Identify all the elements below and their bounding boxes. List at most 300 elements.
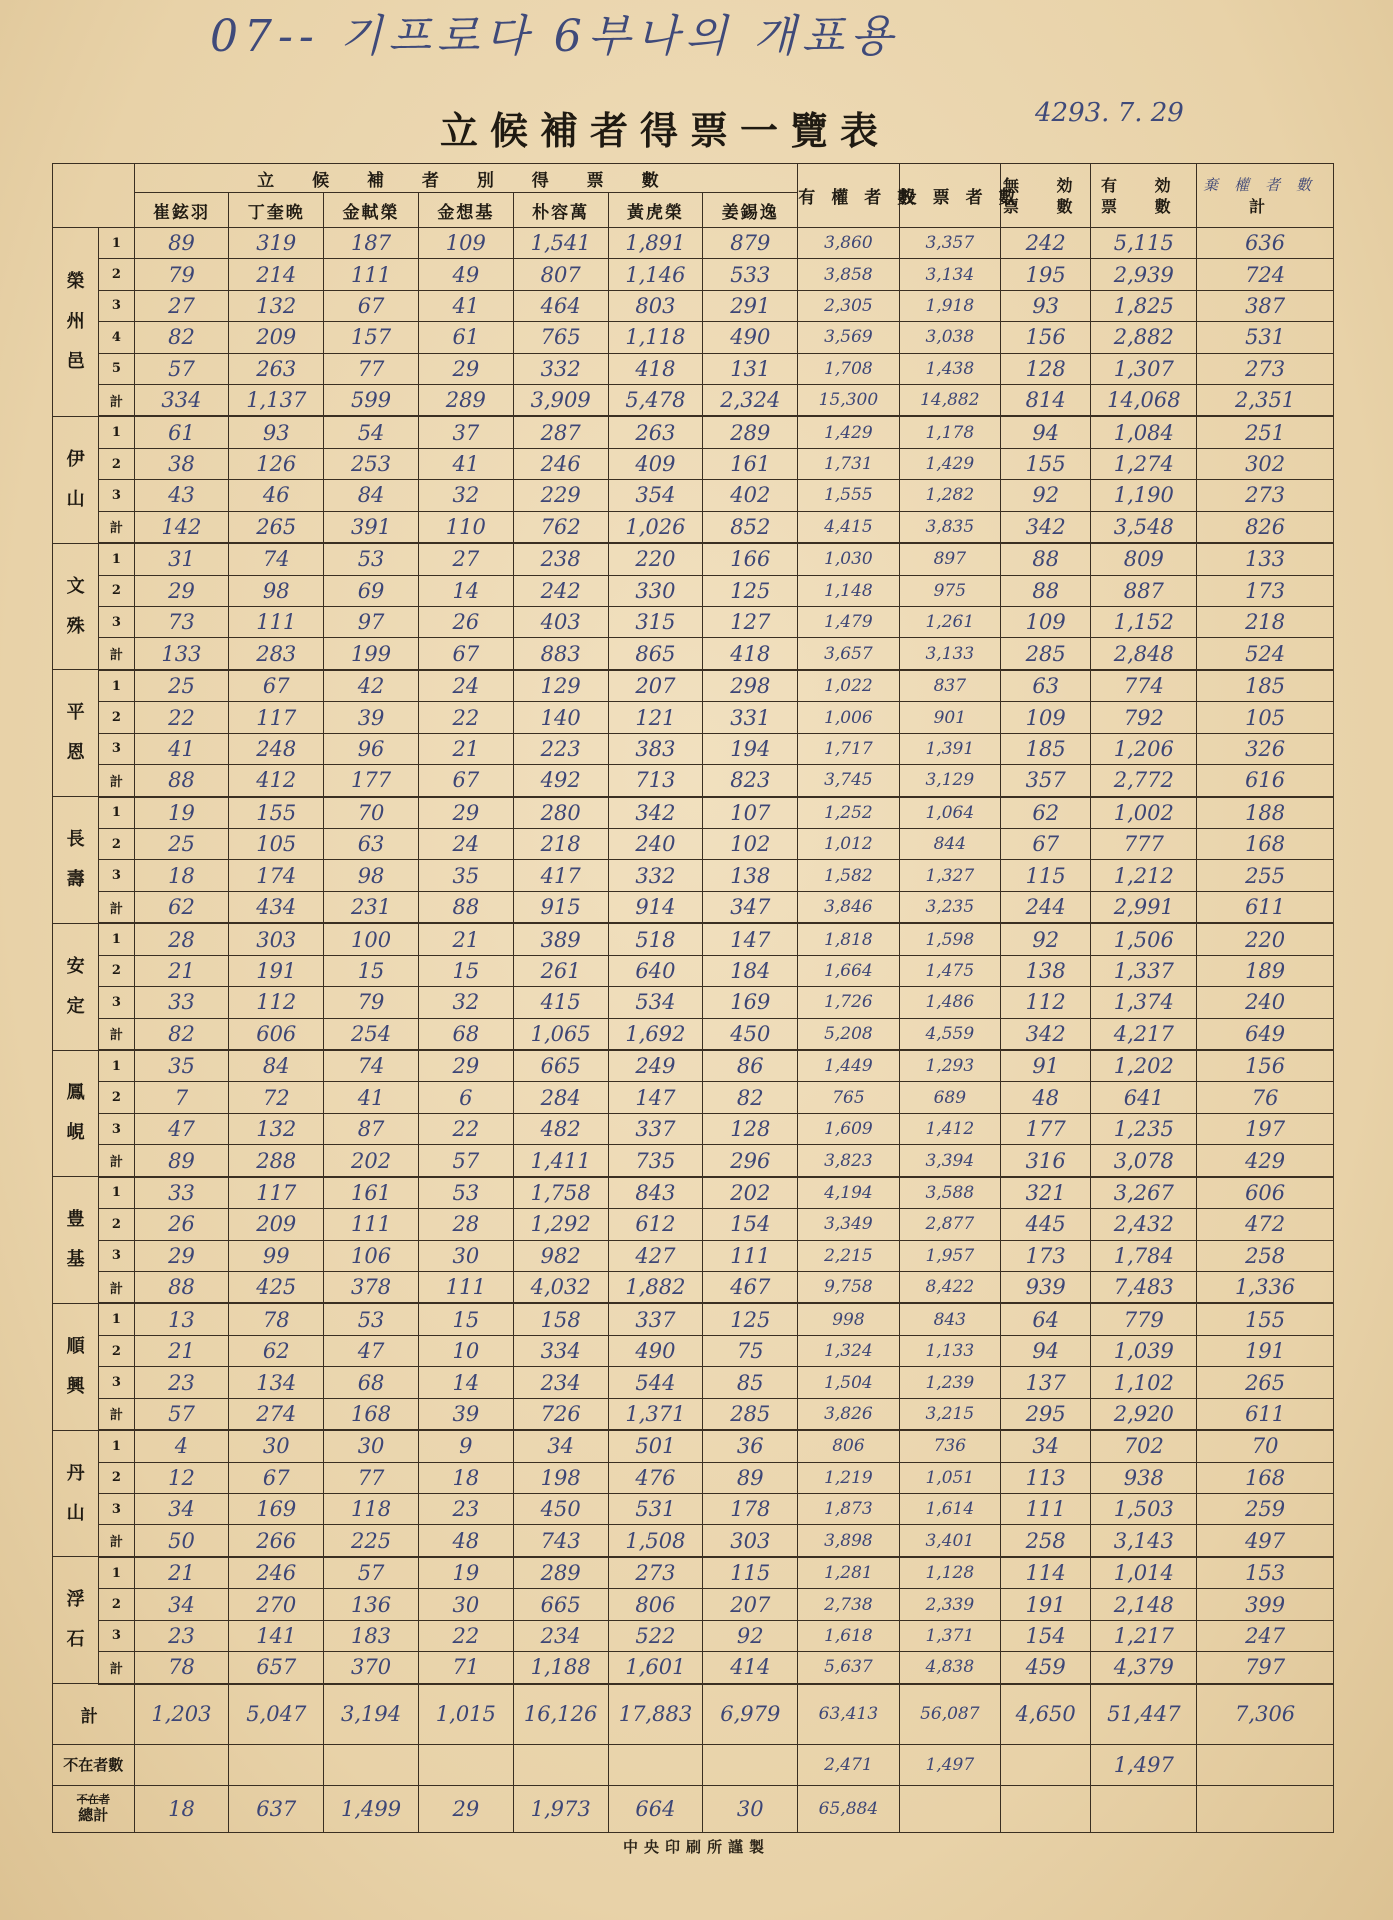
count-cell: 636 xyxy=(1197,228,1334,259)
count-cell: 332 xyxy=(608,860,703,891)
count-cell: 1,479 xyxy=(798,607,899,638)
count-cell: 1,133 xyxy=(899,1335,1000,1366)
count-cell: 2,351 xyxy=(1197,384,1334,416)
count-cell: 998 xyxy=(798,1303,899,1335)
count-cell: 29 xyxy=(134,1240,229,1271)
count-cell: 79 xyxy=(324,987,419,1018)
count-cell: 72 xyxy=(229,1082,324,1113)
count-cell: 1,084 xyxy=(1091,416,1197,448)
count-cell: 92 xyxy=(1001,923,1091,955)
count-cell: 105 xyxy=(1197,702,1334,733)
count-cell: 1,219 xyxy=(798,1462,899,1493)
count-cell: 4,194 xyxy=(798,1177,899,1209)
count-cell: 249 xyxy=(608,1050,703,1082)
count-cell: 1,449 xyxy=(798,1050,899,1082)
count-cell: 274 xyxy=(229,1398,324,1430)
district-name xyxy=(53,797,99,924)
count-cell: 77 xyxy=(324,1462,419,1493)
count-cell: 807 xyxy=(513,259,608,290)
district-name xyxy=(53,416,99,543)
count-cell: 3,401 xyxy=(899,1525,1000,1557)
district-name-char: 定 xyxy=(66,995,85,1017)
count-cell: 531 xyxy=(1197,322,1334,353)
count-cell: 2,772 xyxy=(1091,765,1197,797)
handwritten-date: 4293. 7. 29 xyxy=(1035,98,1184,128)
count-cell: 23 xyxy=(134,1620,229,1651)
count-cell: 1,337 xyxy=(1091,955,1197,986)
absentee-label: 不在者數 xyxy=(53,1744,135,1786)
count-cell: 168 xyxy=(324,1398,419,1430)
count-cell: 155 xyxy=(229,797,324,829)
row-label: 2 xyxy=(99,1082,134,1113)
count-cell: 434 xyxy=(229,891,324,923)
table-row xyxy=(53,259,1334,290)
count-cell: 3,194 xyxy=(324,1684,419,1744)
count-cell: 35 xyxy=(134,1050,229,1082)
count-cell: 34 xyxy=(134,1589,229,1620)
count-cell: 21 xyxy=(418,733,513,764)
count-cell: 370 xyxy=(324,1652,419,1684)
count-cell: 28 xyxy=(418,1209,513,1240)
count-cell: 1,178 xyxy=(899,416,1000,448)
count-cell: 982 xyxy=(513,1240,608,1271)
count-cell: 1,555 xyxy=(798,480,899,511)
count-cell: 337 xyxy=(608,1113,703,1144)
count-cell: 287 xyxy=(513,416,608,448)
count-cell: 524 xyxy=(1197,638,1334,670)
count-cell: 826 xyxy=(1197,511,1334,543)
count-cell: 4,415 xyxy=(798,511,899,543)
handwritten-top-note: 07-- 기프로다 6부나의 개표용 xyxy=(210,11,899,62)
count-cell xyxy=(134,1744,229,1786)
district-name-char: 伊 xyxy=(66,448,85,470)
overall-label-main: 總計 xyxy=(78,1806,109,1825)
count-cell: 1,188 xyxy=(513,1652,608,1684)
count-cell: 482 xyxy=(513,1113,608,1144)
count-cell: 153 xyxy=(1197,1557,1334,1589)
count-cell: 664 xyxy=(608,1786,703,1833)
count-cell: 111 xyxy=(229,607,324,638)
page-title: 立候補者得票一覽表 xyxy=(440,108,891,153)
count-cell: 12 xyxy=(134,1462,229,1493)
count-cell: 657 xyxy=(229,1652,324,1684)
count-cell: 378 xyxy=(324,1271,419,1303)
count-cell: 3,357 xyxy=(899,228,1000,259)
count-cell: 19 xyxy=(134,797,229,829)
count-cell: 298 xyxy=(703,670,798,702)
count-cell: 296 xyxy=(703,1145,798,1177)
count-cell: 4,379 xyxy=(1091,1652,1197,1684)
count-cell: 3,078 xyxy=(1091,1145,1197,1177)
count-cell: 803 xyxy=(608,290,703,321)
count-cell: 726 xyxy=(513,1398,608,1430)
count-cell: 713 xyxy=(608,765,703,797)
count-cell: 389 xyxy=(513,923,608,955)
count-cell: 612 xyxy=(608,1209,703,1240)
count-cell: 63,413 xyxy=(798,1684,899,1744)
count-cell: 689 xyxy=(899,1082,1000,1113)
count-cell: 1,235 xyxy=(1091,1113,1197,1144)
table-row xyxy=(53,1430,1334,1462)
count-cell: 3,826 xyxy=(798,1398,899,1430)
count-cell xyxy=(1091,1786,1197,1833)
count-cell: 30 xyxy=(324,1430,419,1462)
count-cell: 5,637 xyxy=(798,1652,899,1684)
count-cell: 1,497 xyxy=(1091,1744,1197,1786)
count-cell: 315 xyxy=(608,607,703,638)
total-header-label: 計 xyxy=(1249,196,1282,216)
row-label: 2 xyxy=(99,448,134,479)
count-cell: 14 xyxy=(418,1367,513,1398)
count-cell: 1,206 xyxy=(1091,733,1197,764)
count-cell: 194 xyxy=(703,733,798,764)
count-cell: 1,064 xyxy=(899,797,1000,829)
candidate-header: 金想基 xyxy=(418,193,513,228)
count-cell: 82 xyxy=(134,1018,229,1050)
count-cell: 127 xyxy=(703,607,798,638)
count-cell: 1,022 xyxy=(798,670,899,702)
count-cell: 387 xyxy=(1197,290,1334,321)
count-cell: 1,065 xyxy=(513,1018,608,1050)
count-cell: 214 xyxy=(229,259,324,290)
count-cell: 30 xyxy=(418,1589,513,1620)
count-cell: 87 xyxy=(324,1113,419,1144)
count-cell: 865 xyxy=(608,638,703,670)
count-cell: 244 xyxy=(1001,891,1091,923)
count-cell: 13 xyxy=(134,1303,229,1335)
count-cell: 273 xyxy=(1197,480,1334,511)
count-cell: 1,609 xyxy=(798,1113,899,1144)
district-name-char: 石 xyxy=(66,1629,85,1651)
count-cell: 126 xyxy=(229,448,324,479)
count-cell: 765 xyxy=(798,1082,899,1113)
count-cell: 2,339 xyxy=(899,1589,1000,1620)
count-cell: 1,015 xyxy=(418,1684,513,1744)
count-cell: 259 xyxy=(1197,1494,1334,1525)
table-row xyxy=(53,416,1334,448)
count-cell: 125 xyxy=(703,1303,798,1335)
candidate-header: 姜錫逸 xyxy=(703,193,798,228)
count-cell: 472 xyxy=(1197,1209,1334,1240)
count-cell: 1,497 xyxy=(899,1744,1000,1786)
count-cell: 1,486 xyxy=(899,987,1000,1018)
count-cell: 82 xyxy=(134,322,229,353)
count-cell: 133 xyxy=(1197,543,1334,575)
district-name-char: 浮 xyxy=(66,1589,85,1611)
grand_total-row xyxy=(53,1684,1334,1744)
count-cell: 1,128 xyxy=(899,1557,1000,1589)
count-cell: 23 xyxy=(134,1367,229,1398)
count-cell: 49 xyxy=(418,259,513,290)
row-label: 1 xyxy=(99,228,134,259)
count-cell: 169 xyxy=(703,987,798,1018)
count-cell: 4,559 xyxy=(899,1018,1000,1050)
count-cell: 78 xyxy=(134,1652,229,1684)
count-cell: 76 xyxy=(1197,1082,1334,1113)
row-label: 3 xyxy=(99,860,134,891)
count-cell: 1,475 xyxy=(899,955,1000,986)
count-cell: 640 xyxy=(608,955,703,986)
table-row xyxy=(53,353,1334,384)
count-cell: 57 xyxy=(134,1398,229,1430)
count-cell: 111 xyxy=(418,1271,513,1303)
count-cell xyxy=(1001,1786,1091,1833)
count-cell: 131 xyxy=(703,353,798,384)
count-cell: 3,657 xyxy=(798,638,899,670)
count-cell: 4,650 xyxy=(1001,1684,1091,1744)
count-cell: 6 xyxy=(418,1082,513,1113)
count-cell: 347 xyxy=(703,891,798,923)
count-cell: 93 xyxy=(1001,290,1091,321)
count-cell: 118 xyxy=(324,1494,419,1525)
count-cell: 806 xyxy=(608,1589,703,1620)
count-cell: 209 xyxy=(229,1209,324,1240)
count-cell: 184 xyxy=(703,955,798,986)
count-cell: 1,664 xyxy=(798,955,899,986)
count-cell: 1,499 xyxy=(324,1786,419,1833)
district-name-char: 榮 xyxy=(66,270,85,292)
count-cell: 207 xyxy=(608,670,703,702)
count-cell: 154 xyxy=(1001,1620,1091,1651)
count-cell: 22 xyxy=(418,1620,513,1651)
count-cell: 330 xyxy=(608,575,703,606)
count-cell: 425 xyxy=(229,1271,324,1303)
count-cell: 75 xyxy=(703,1335,798,1366)
count-cell: 29 xyxy=(418,1050,513,1082)
valid-header-line1: 有 効 xyxy=(1101,175,1187,195)
count-cell: 1,212 xyxy=(1091,860,1197,891)
count-cell: 191 xyxy=(229,955,324,986)
count-cell: 533 xyxy=(703,259,798,290)
count-cell: 765 xyxy=(513,322,608,353)
district-name xyxy=(53,1557,99,1684)
count-cell: 450 xyxy=(703,1018,798,1050)
count-cell: 107 xyxy=(703,797,798,829)
row-label: 1 xyxy=(99,1430,134,1462)
count-cell: 132 xyxy=(229,290,324,321)
count-cell: 263 xyxy=(608,416,703,448)
count-cell xyxy=(1001,1744,1091,1786)
count-cell: 1,438 xyxy=(899,353,1000,384)
count-cell: 25 xyxy=(134,829,229,860)
count-cell: 98 xyxy=(229,575,324,606)
valid-header-line2: 票 數 xyxy=(1101,196,1187,216)
count-cell: 1,411 xyxy=(513,1145,608,1177)
count-cell: 852 xyxy=(703,511,798,543)
count-cell: 1,818 xyxy=(798,923,899,955)
count-cell: 21 xyxy=(134,955,229,986)
count-cell: 1,371 xyxy=(608,1398,703,1430)
count-cell: 265 xyxy=(1197,1367,1334,1398)
count-cell: 63 xyxy=(324,829,419,860)
count-cell xyxy=(1197,1744,1334,1786)
table-row xyxy=(53,1240,1334,1271)
row-label: 3 xyxy=(99,1367,134,1398)
count-cell: 89 xyxy=(703,1462,798,1493)
row-label: 3 xyxy=(99,290,134,321)
table-row xyxy=(53,923,1334,955)
count-cell: 3,133 xyxy=(899,638,1000,670)
district-name xyxy=(53,1303,99,1430)
count-cell: 22 xyxy=(134,702,229,733)
count-cell: 100 xyxy=(324,923,419,955)
count-cell: 1,282 xyxy=(899,480,1000,511)
count-cell: 30 xyxy=(229,1430,324,1462)
count-cell: 111 xyxy=(1001,1494,1091,1525)
count-cell: 27 xyxy=(418,543,513,575)
count-cell: 34 xyxy=(134,1494,229,1525)
count-cell: 134 xyxy=(229,1367,324,1398)
count-cell: 1,582 xyxy=(798,860,899,891)
count-cell: 14,882 xyxy=(899,384,1000,416)
table-row xyxy=(53,1335,1334,1366)
row-label: 計 xyxy=(99,638,134,670)
count-cell: 246 xyxy=(513,448,608,479)
district-name-char: 州 xyxy=(66,310,85,332)
count-cell: 242 xyxy=(1001,228,1091,259)
count-cell: 273 xyxy=(1197,353,1334,384)
count-cell: 450 xyxy=(513,1494,608,1525)
count-cell: 403 xyxy=(513,607,608,638)
row-label: 1 xyxy=(99,543,134,575)
count-cell: 142 xyxy=(134,511,229,543)
count-cell: 88 xyxy=(134,1271,229,1303)
count-cell: 25 xyxy=(134,670,229,702)
count-cell: 54 xyxy=(324,416,419,448)
count-cell: 2,882 xyxy=(1091,322,1197,353)
count-cell: 251 xyxy=(1197,416,1334,448)
count-cell: 18 xyxy=(134,860,229,891)
count-cell: 273 xyxy=(608,1557,703,1589)
count-cell: 1,503 xyxy=(1091,1494,1197,1525)
count-cell: 3,134 xyxy=(899,259,1000,290)
count-cell: 161 xyxy=(324,1177,419,1209)
count-cell: 1,412 xyxy=(899,1113,1000,1144)
count-cell: 284 xyxy=(513,1082,608,1113)
count-cell: 67 xyxy=(324,290,419,321)
count-cell: 429 xyxy=(1197,1145,1334,1177)
count-cell: 1,252 xyxy=(798,797,899,829)
count-cell: 837 xyxy=(899,670,1000,702)
count-cell: 111 xyxy=(324,1209,419,1240)
count-cell: 240 xyxy=(1197,987,1334,1018)
table-row xyxy=(53,1303,1334,1335)
count-cell: 1,717 xyxy=(798,733,899,764)
count-cell: 1,118 xyxy=(608,322,703,353)
absentee-row xyxy=(53,1744,1334,1786)
row-label: 計 xyxy=(99,765,134,797)
count-cell: 1,217 xyxy=(1091,1620,1197,1651)
count-cell: 99 xyxy=(229,1240,324,1271)
overall-label xyxy=(53,1786,135,1833)
count-cell: 735 xyxy=(608,1145,703,1177)
count-cell: 147 xyxy=(703,923,798,955)
table-row xyxy=(53,575,1334,606)
district-name-char: 豊 xyxy=(66,1209,85,1231)
count-cell: 2,148 xyxy=(1091,1589,1197,1620)
count-cell: 280 xyxy=(513,797,608,829)
count-cell: 641 xyxy=(1091,1082,1197,1113)
count-cell: 1,618 xyxy=(798,1620,899,1651)
count-cell: 939 xyxy=(1001,1271,1091,1303)
count-cell: 14 xyxy=(418,575,513,606)
count-cell: 4,217 xyxy=(1091,1018,1197,1050)
count-cell: 189 xyxy=(1197,955,1334,986)
count-cell: 3,898 xyxy=(798,1525,899,1557)
count-cell: 1,239 xyxy=(899,1367,1000,1398)
count-cell: 331 xyxy=(703,702,798,733)
count-cell: 147 xyxy=(608,1082,703,1113)
count-cell: 84 xyxy=(324,480,419,511)
count-cell: 1,327 xyxy=(899,860,1000,891)
count-cell: 63 xyxy=(1001,670,1091,702)
printer-footer: 中央印刷所謹製 xyxy=(622,1838,770,1856)
count-cell: 402 xyxy=(703,480,798,511)
table-row xyxy=(53,1398,1334,1430)
count-cell: 1,758 xyxy=(513,1177,608,1209)
count-cell: 1,307 xyxy=(1091,353,1197,384)
header-row-1 xyxy=(53,164,1334,193)
count-cell: 173 xyxy=(1001,1240,1091,1271)
count-cell: 1,614 xyxy=(899,1494,1000,1525)
count-cell: 975 xyxy=(899,575,1000,606)
count-cell: 67 xyxy=(418,765,513,797)
count-cell: 62 xyxy=(229,1335,324,1366)
row-label: 計 xyxy=(99,1525,134,1557)
count-cell: 2,432 xyxy=(1091,1209,1197,1240)
count-cell: 69 xyxy=(324,575,419,606)
row-label: 2 xyxy=(99,829,134,860)
count-cell: 3,548 xyxy=(1091,511,1197,543)
count-cell: 342 xyxy=(1001,511,1091,543)
count-cell: 3,823 xyxy=(798,1145,899,1177)
district-name-char: 壽 xyxy=(66,868,85,890)
count-cell: 125 xyxy=(703,575,798,606)
count-cell: 295 xyxy=(1001,1398,1091,1430)
count-cell: 2,991 xyxy=(1091,891,1197,923)
count-cell: 1,336 xyxy=(1197,1271,1334,1303)
count-cell: 303 xyxy=(703,1525,798,1557)
table-row xyxy=(53,797,1334,829)
count-cell: 156 xyxy=(1001,322,1091,353)
count-cell: 2,848 xyxy=(1091,638,1197,670)
count-cell: 57 xyxy=(418,1145,513,1177)
count-cell: 3,349 xyxy=(798,1209,899,1240)
count-cell: 4 xyxy=(134,1430,229,1462)
count-cell: 17,883 xyxy=(608,1684,703,1744)
count-cell: 238 xyxy=(513,543,608,575)
row-label: 1 xyxy=(99,1303,134,1335)
count-cell: 129 xyxy=(513,670,608,702)
count-cell: 289 xyxy=(703,416,798,448)
count-cell: 915 xyxy=(513,891,608,923)
row-label: 計 xyxy=(99,1652,134,1684)
count-cell xyxy=(229,1744,324,1786)
count-cell: 1,391 xyxy=(899,733,1000,764)
count-cell: 234 xyxy=(513,1620,608,1651)
count-cell: 21 xyxy=(134,1557,229,1589)
candidate-header: 金軾榮 xyxy=(324,193,419,228)
count-cell: 476 xyxy=(608,1462,703,1493)
table-row xyxy=(53,1018,1334,1050)
total-header xyxy=(1197,164,1334,228)
table-row xyxy=(53,1525,1334,1557)
row-label: 計 xyxy=(99,511,134,543)
count-cell: 326 xyxy=(1197,733,1334,764)
voters-header: 投票者數 xyxy=(899,164,1000,228)
row-label: 3 xyxy=(99,733,134,764)
count-cell: 115 xyxy=(1001,860,1091,891)
